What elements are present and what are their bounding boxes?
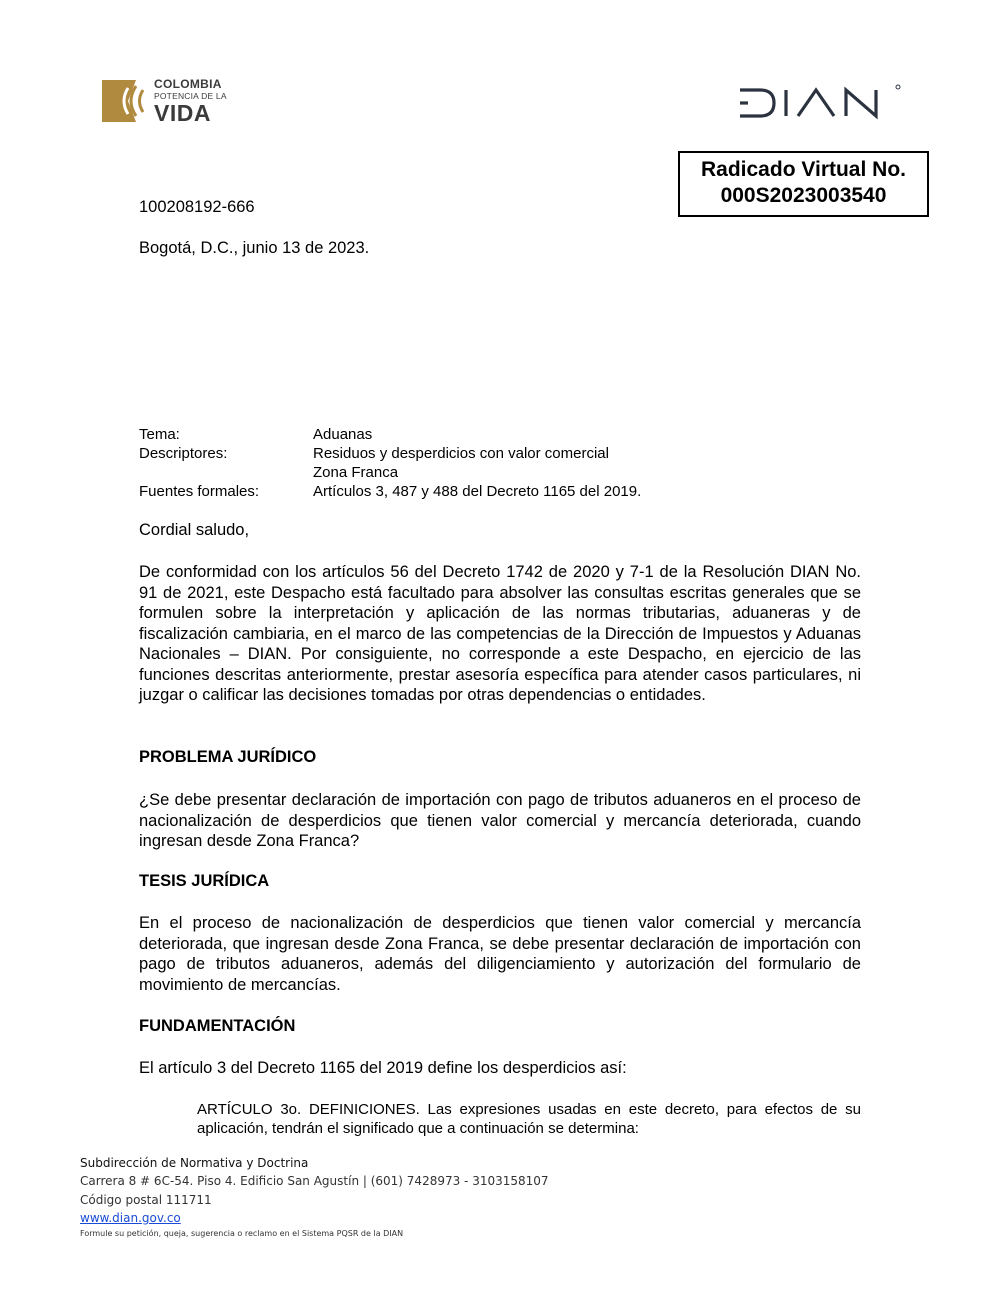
fundamentacion-heading: FUNDAMENTACIÓN [139, 1017, 296, 1035]
meta-value: Residuos y desperdicios con valor comercial [313, 445, 609, 462]
meta-row-descriptores [139, 444, 641, 482]
footer-postal-code: Código postal 111711 [80, 1192, 212, 1207]
meta-value: Artículos 3, 487 y 488 del Decreto 1165 del 2019. [313, 483, 642, 500]
meta-value: Aduanas [313, 426, 373, 443]
document-metadata [139, 425, 641, 501]
logo-line-1: COLOMBIA [154, 77, 222, 91]
logo-line-3: VIDA [154, 100, 211, 126]
document-reference: 100208192-666 [139, 198, 255, 216]
meta-row-fuentes [139, 482, 641, 501]
colombia-logo-mark-icon [98, 78, 148, 124]
footer-pqsr-note: Formule su petición, queja, sugerencia o reclamo en el Sistema PQSR de la DIAN [80, 1229, 404, 1238]
quoted-article: ARTÍCULO 3o. DEFINICIONES. Las expresiones usadas en este decreto, para efectos de su aplicación, tendrán el significado que a continuación se determina: [197, 1101, 861, 1137]
meta-key: Tema: [139, 426, 180, 443]
meta-row-tema [139, 425, 641, 444]
document-date: Bogotá, D.C., junio 13 de 2023. [139, 239, 370, 257]
stamp-line-1: Radicado Virtual No. [701, 158, 906, 181]
intro-paragraph: De conformidad con los artículos 56 del Decreto 1742 de 2020 y 7-1 de la Resolución DIAN No. 91 de 2021, este Despacho está facultado para absolver las consultas escritas generales que se formulen sobre la interpretación y aplicación de las normas tributarias, aduaneras y de fiscalización cambiaria, en el marco de las competencias de la Dirección de Impuestos y Aduanas Nacionales – DIAN. Por consiguiente, no corresponde a este Despacho, en ejercicio de las funciones descritas anteriormente, prestar asesoría específica para atender casos particulares, ni juzgar o calificar las decisiones tomadas por otras dependencias o entidades. [139, 563, 861, 704]
stamp-line-2: 000S2023003540 [720, 184, 887, 207]
page-footer [80, 1154, 549, 1240]
colombia-potencia-de-la-vida-logo [98, 76, 238, 128]
meta-value: Zona Franca [313, 464, 399, 481]
footer-website-link[interactable]: www.dian.gov.co [80, 1211, 181, 1225]
tesis-heading: TESIS JURÍDICA [139, 872, 270, 890]
fundamentacion-paragraph: El artículo 3 del Decreto 1165 del 2019 define los desperdicios así: [139, 1059, 627, 1077]
logo-line-2: POTENCIA DE LA [154, 91, 227, 101]
dian-logo [738, 84, 903, 120]
radicado-stamp [678, 151, 929, 217]
meta-key: Descriptores: [139, 445, 228, 462]
meta-key: Fuentes formales: [139, 483, 260, 500]
problema-heading: PROBLEMA JURÍDICO [139, 748, 317, 766]
footer-address: Carrera 8 # 6C-54. Piso 4. Edificio San Agustín | (601) 7428973 - 3103158107 [80, 1174, 549, 1188]
problema-paragraph: ¿Se debe presentar declaración de importación con pago de tributos aduaneros en el proceso de nacionalización de desperdicios que tienen valor comercial y mercancía deteriorada, cuando ingresan desde Zona Franca? [139, 791, 861, 850]
tesis-paragraph: En el proceso de nacionalización de desperdicios que tienen valor comercial y mercancía deteriorada, que ingresan desde Zona Franca, se debe presentar declaración de importación con pago de tributos aduaneros, además del diligenciamiento y autorización del formulario de movimiento de mercancías. [139, 914, 861, 994]
greeting: Cordial saludo, [139, 521, 250, 539]
footer-office: Subdirección de Normativa y Doctrina [80, 1156, 309, 1170]
